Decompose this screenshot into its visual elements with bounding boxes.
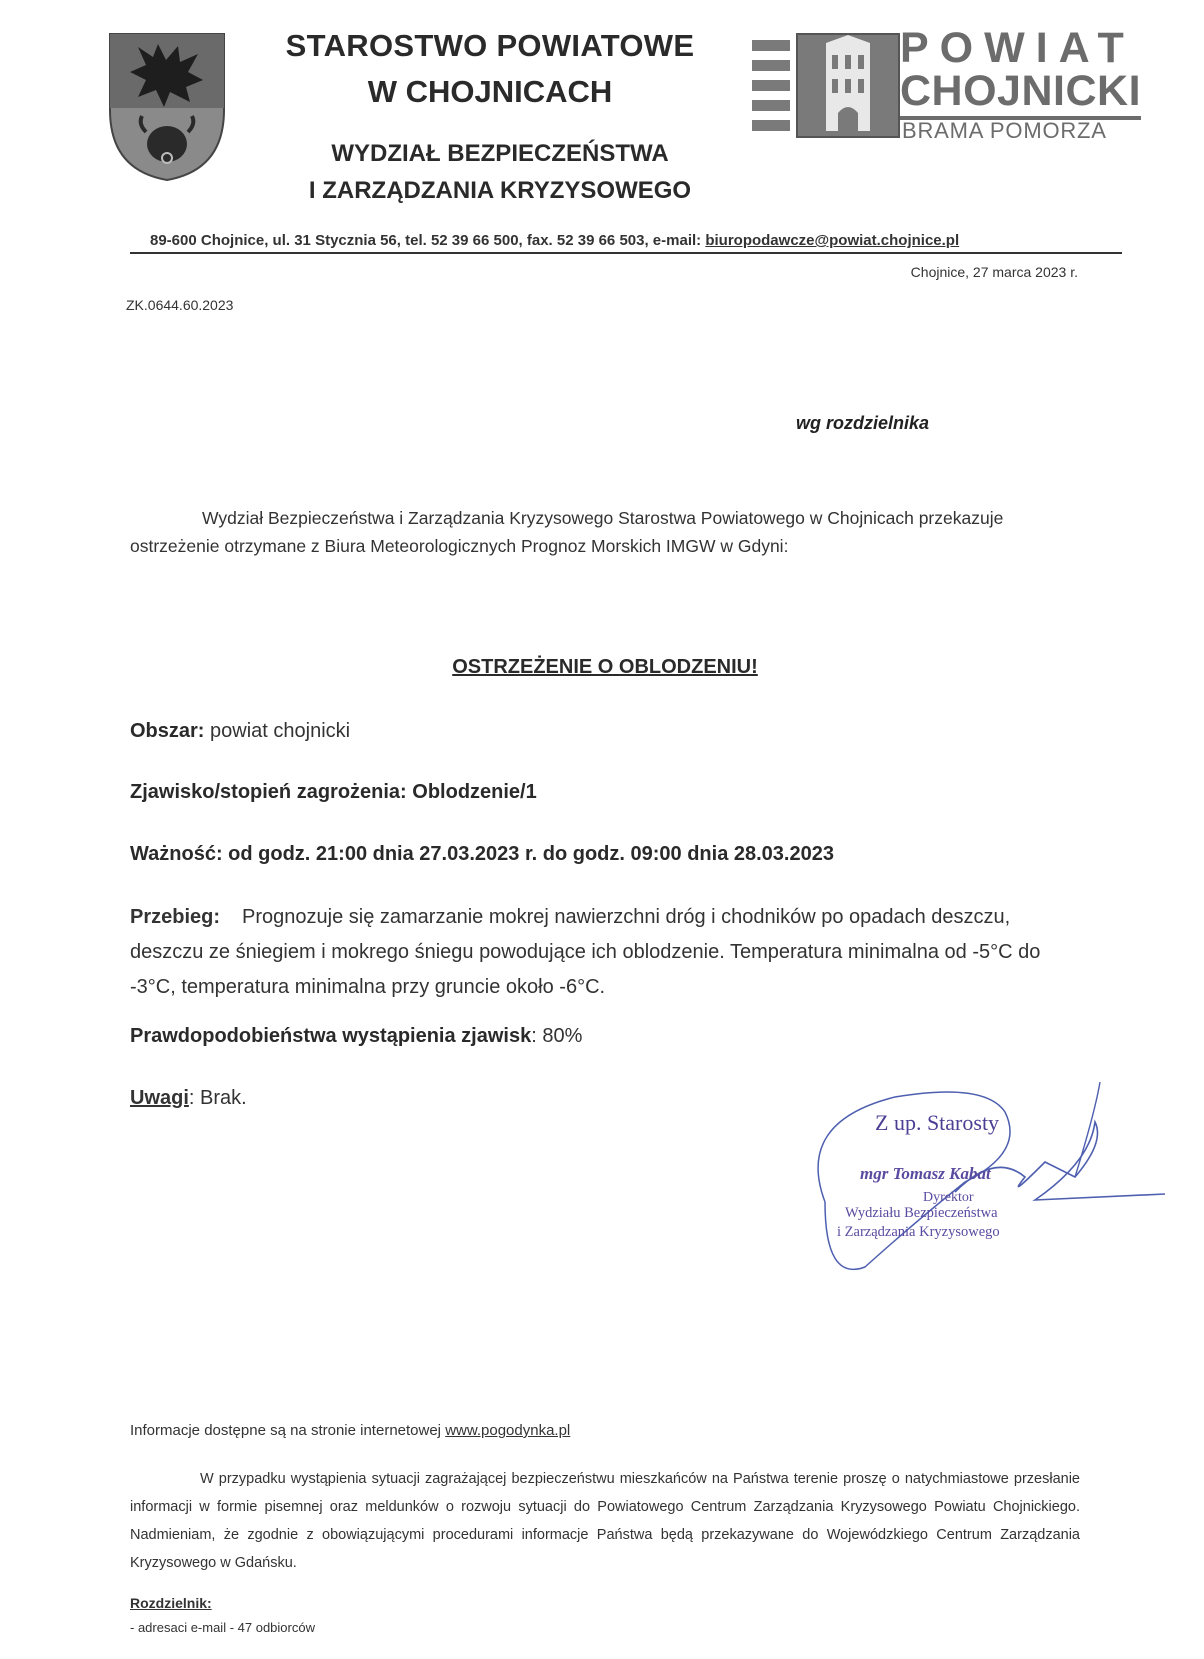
probability-line bbox=[130, 1025, 582, 1048]
phenomenon-text: Zjawisko/stopień zagrożenia: Oblodzenie/1 bbox=[130, 781, 537, 803]
office-title-line2: W CHOJNICACH bbox=[367, 74, 613, 109]
header-divider bbox=[130, 252, 1122, 254]
probability-label: Prawdopodobieństwa wystąpienia zjawisk bbox=[130, 1025, 532, 1047]
document-date: Chojnice, 27 marca 2023 r. bbox=[910, 264, 1078, 280]
distribution-label: Rozdzielnik: bbox=[130, 1595, 212, 1611]
email-link[interactable]: biuropodawcze@powiat.chojnice.pl bbox=[705, 232, 960, 249]
department-line2: I ZARZĄDZANIA KRYZYSOWEGO bbox=[308, 177, 692, 204]
department-line1: WYDZIAŁ BEZPIECZEŃSTWA bbox=[331, 140, 669, 167]
notes-value: : Brak. bbox=[188, 1087, 247, 1109]
stamp-line5: i Zarządzania Kryzysowego bbox=[837, 1224, 1000, 1240]
validity-value: : od godz. 21:00 dnia 27.03.2023 r. do godz. 09:00 dnia 28.03.2023 bbox=[215, 843, 834, 865]
probability-value: : 80% bbox=[531, 1025, 583, 1047]
stamp-line3: Dyrektor bbox=[923, 1190, 974, 1205]
notes-label: Uwagi bbox=[130, 1087, 189, 1109]
intro-paragraph: Wydział Bezpieczeństwa i Zarządzania Kryzysowego Starostwa Powiatowego w Chojnicach przekazuje ostrzeżenie otrzymane z Biura Meteorologicznych Prognoz Morskich IMGW w Gdyni: bbox=[130, 508, 1004, 556]
stamp-line2: mgr Tomasz Kabat bbox=[860, 1164, 991, 1183]
distribution-value: - adresaci e-mail - 47 odbiorców bbox=[130, 1620, 315, 1635]
course-label: Przebieg: bbox=[130, 906, 221, 928]
instructions-paragraph: W przypadku wystąpienia sytuacji zagrażającej bezpieczeństwu mieszkańców na Państwa terenie proszę o natychmiastowe przesłanie informacji w formie pisemnej oraz meldunków o rozwoju sytuacji do Powiatowego Centrum Zarządzania Kryzysowego Powiatu Chojnickiego. Nadmieniam, że zgodnie z obowiązującymi procedurami informacje Państwa będą przekazywane do Wojewódzkiego Centrum Zarządzania Kryzysowego w Gdańsku. bbox=[130, 1471, 1080, 1571]
course-value: Prognozuje się zamarzanie mokrej nawierzchni dróg i chodników po opadach deszczu, deszczu ze śniegiem i mokrego śniegu powodujące ich oblodzenie. Temperatura minimalna od -5°C do -3°C, temperatura minimalna przy gruncie około -6°C. bbox=[130, 906, 1041, 998]
powiat-logo bbox=[752, 24, 1142, 143]
info-line bbox=[130, 1422, 570, 1439]
warning-title: OSTRZEŻENIE O OBLODZENIU! bbox=[452, 656, 758, 678]
address-text: 89-600 Chojnice, ul. 31 Stycznia 56, tel. 52 39 66 500, fax. 52 39 66 503, e-mail: bbox=[150, 232, 706, 249]
area-value: powiat chojnicki bbox=[204, 720, 351, 742]
address-line bbox=[150, 232, 959, 249]
notes-line bbox=[130, 1087, 247, 1110]
logo-tagline: BRAMA POMORZA bbox=[902, 118, 1107, 143]
stamp-line1: Z up. Starosty bbox=[875, 1110, 1000, 1135]
phenomenon-line bbox=[130, 781, 537, 804]
office-title-line1: STAROSTWO POWIATOWE bbox=[285, 28, 695, 63]
logo-bars-icon bbox=[752, 40, 790, 140]
pogodynka-link[interactable]: www.pogodynka.pl bbox=[445, 1422, 571, 1439]
course-line bbox=[130, 900, 1060, 1005]
info-text: Informacje dostępne są na stronie internetowej bbox=[130, 1422, 446, 1439]
validity-line bbox=[130, 843, 834, 866]
gate-tower-icon bbox=[796, 33, 900, 138]
coat-of-arms-icon bbox=[108, 32, 226, 182]
stamp-line4: Wydziału Bezpieczeństwa bbox=[845, 1205, 998, 1221]
document-reference: ZK.0644.60.2023 bbox=[126, 297, 234, 313]
official-stamp bbox=[805, 1082, 1175, 1282]
validity-label: Ważność bbox=[130, 843, 216, 865]
area-label: Obszar: bbox=[130, 720, 205, 742]
area-line bbox=[130, 720, 350, 743]
recipient: wg rozdzielnika bbox=[796, 413, 930, 433]
logo-text-chojnicki: CHOJNICKI bbox=[900, 66, 1141, 120]
logo-text-powiat: POWIAT bbox=[900, 24, 1135, 72]
